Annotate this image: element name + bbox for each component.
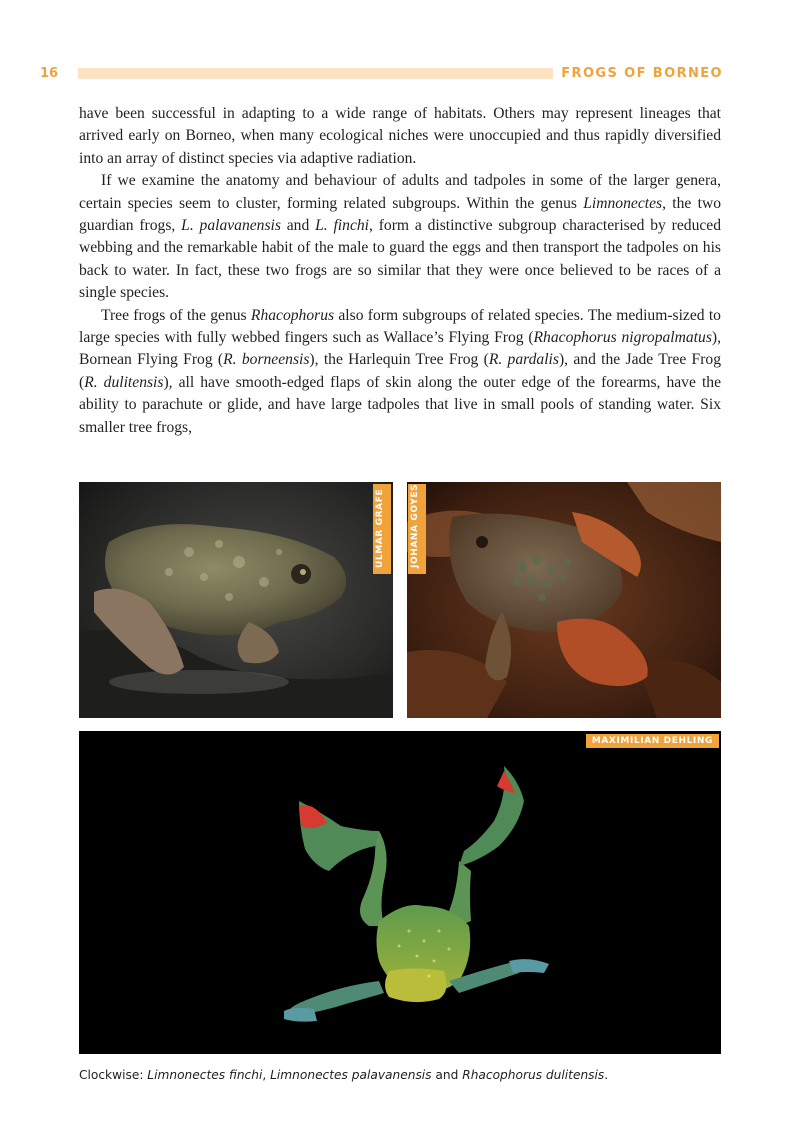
caption-lead: Clockwise: xyxy=(79,1068,148,1082)
p3-text: also form subgroups of related species. The medium-sized to large species with fully webbed fingers such as Wallace’s Flying Frog ( xyxy=(79,306,721,347)
photo-credit: ULMAR GRAFE xyxy=(373,484,391,574)
p1-text: have been successful in adapting to a wide range of habitats. Others may represent lineages that arrived early on Borneo, when many ecological niches were unoccupied and thus rapidly diversified into an array of distinct species via adaptive radiation. xyxy=(79,105,721,167)
p3-text: ), the Harlequin Tree Frog ( xyxy=(309,351,489,369)
photo-limnonectes-finchi xyxy=(79,482,393,718)
caption-species: Rhacophorus dulitensis xyxy=(462,1068,605,1082)
photo-credit: MAXIMILIAN DEHLING xyxy=(586,734,719,748)
species-name: R. dulitensis xyxy=(84,373,164,391)
page-number: 16 xyxy=(40,65,59,81)
photo-rhacophorus-dulitensis xyxy=(79,731,721,1054)
caption-species: Limnonectes finchi xyxy=(147,1068,263,1082)
caption-sep: and xyxy=(431,1068,463,1082)
photo-credit: JOHANA GOYES xyxy=(408,484,426,574)
paragraph-1 xyxy=(79,103,721,170)
species-name: R. pardalis xyxy=(488,351,559,369)
species-name: Rhacophorus nigropalmatus xyxy=(533,329,712,347)
p2-text: , the two guardian frogs, xyxy=(79,194,721,235)
p2-text: , form a distinctive subgroup characterised by reduced webbing and the remarkable habit of the male to guard the eggs and then transport the tadpoles on his back to water. In fact, these two frogs are so similar that they were once believed to be races of a single species. xyxy=(79,217,722,302)
p3-text: ), and the Jade Tree Frog ( xyxy=(79,351,722,391)
species-name: R. borneensis xyxy=(223,351,310,369)
running-title: FROGS OF BORNEO xyxy=(561,65,723,81)
body-text xyxy=(79,103,721,439)
caption-sep: , xyxy=(262,1068,271,1082)
p2-text: and xyxy=(280,217,316,235)
frog-photo-illustration xyxy=(79,482,393,718)
p3-text: Tree frogs of the genus xyxy=(101,306,251,324)
figure-caption xyxy=(79,1068,721,1082)
caption-species: Limnonectes palavanensis xyxy=(270,1068,432,1082)
paragraph-2 xyxy=(79,170,721,304)
running-header xyxy=(40,62,723,84)
species-name: L. palavanensis xyxy=(181,217,281,235)
photo-limnonectes-palavanensis xyxy=(407,482,721,718)
species-name: L. finchi xyxy=(315,217,369,235)
paragraph-3 xyxy=(79,305,721,439)
p3-text: ), Bornean Flying Frog ( xyxy=(79,329,721,369)
frog-photo-illustration xyxy=(407,482,721,718)
genus-name: Rhacophorus xyxy=(250,306,335,324)
p2-text: If we examine the anatomy and behaviour of adults and tadpoles in some of the larger genera, certain species seem to cluster, forming related subgroups. Within the genus xyxy=(79,172,721,212)
caption-end: . xyxy=(604,1068,609,1082)
p3-text: ), all have smooth-edged flaps of skin along the outer edge of the forearms, have the ability to parachute or glide, and have large tadpoles that live in small pools of standing water. Six smaller tree frogs, xyxy=(79,373,721,436)
header-rule xyxy=(78,68,553,79)
frog-photo-illustration xyxy=(79,731,721,1054)
genus-name: Limnonectes xyxy=(583,194,663,212)
